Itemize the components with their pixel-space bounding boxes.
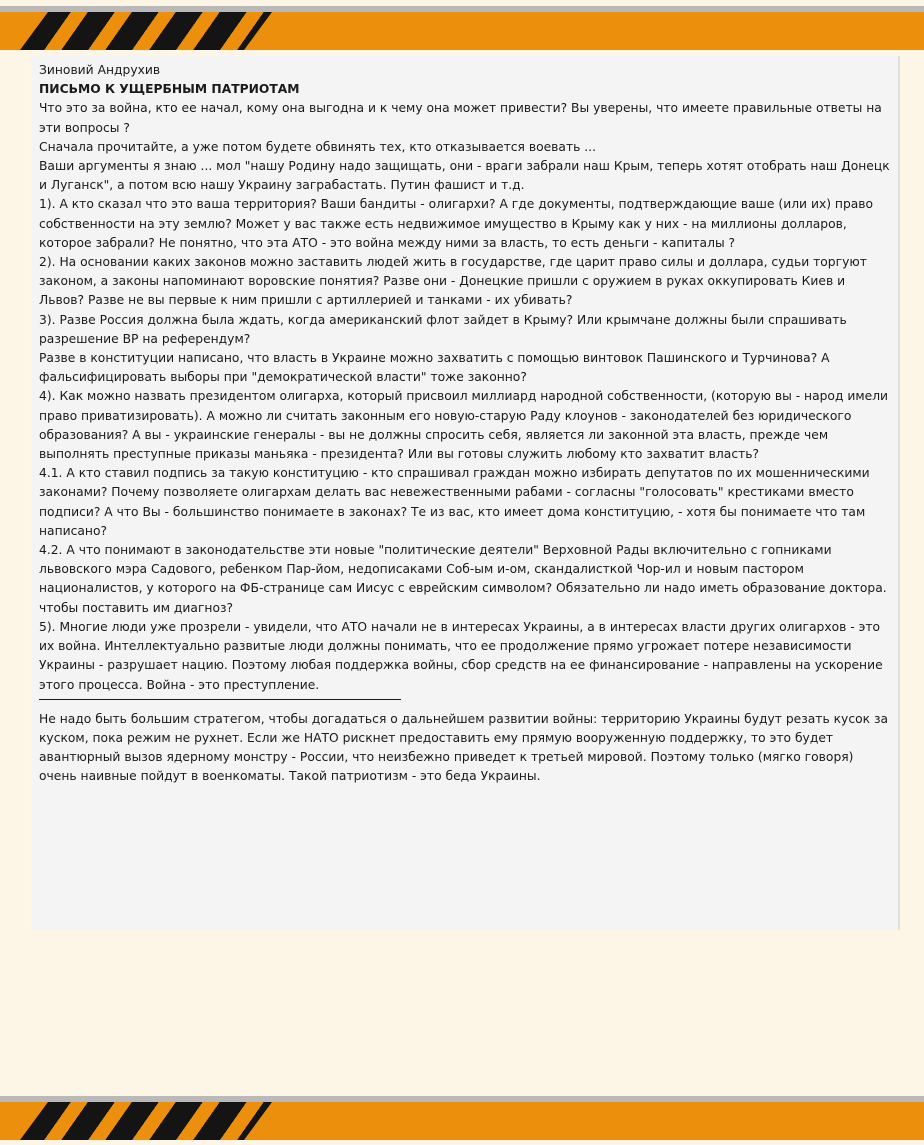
paragraph-final: Не надо быть большим стратегом, чтобы догадаться о дальнейшем развитии войны: территорию Украины будут резать кусок за куском, пока режим не рухнет. Если же НАТО рискнет предоставить ему прямую вооруженную поддержку, то это будет авантюрный вызов ядерному монстру - России, что неизбежно приведет к третьей мировой. Поэтому только (мягко говоря) очень наивные пойдут в военкоматы. Такой патриотизм - это беда Украины. — [39, 711, 889, 784]
paragraph-4: 4). Как можно назвать президентом олигарха, который присвоил миллиард народной собственности, (которую вы - народ имели право приватизировать). А можно ли считать законным его новую-старую Раду клоунов - законодателей без юридического образования? А вы - украинские генералы - вы не должны спросить себя, является ли законной эта власть, прежде чем выполнять преступные приказы маньяка - президента? Или вы готовы служить любому кто захватит власть? — [39, 389, 889, 462]
header-hazard-band — [0, 6, 924, 50]
author-name: Зиновий Андрухив — [39, 63, 161, 77]
hazard-stripes — [0, 12, 300, 50]
paragraph-1: 1). А кто сказал что это ваша территория? Ваши бандиты - олигархи? А где документы, подтверждающие ваше (или их) право собственности на эту землю? Может у вас также есть недвижимое имущество в Крыму как у них - на миллионы долларов, которое забрали? Не понятно, что эта АТО - это война между ними за власть, то есть деньги - капиталы ? — [39, 197, 874, 250]
article-title: ПИСЬМО К УЩЕРБНЫМ ПАТРИОТАМ — [39, 82, 300, 97]
footer-hazard-band — [0, 1096, 924, 1140]
hazard-stripes — [0, 1102, 300, 1140]
paragraph-3b: Разве в конституции написано, что власть в Украине можно захватить с помощью винтовок Пашинского и Турчинова? А фальсифицировать выборы при "демократической власти" тоже законно? — [39, 351, 830, 385]
intro-paragraph: Что это за война, кто ее начал, кому она выгодна и к чему она может привести? Вы уверены, что имеете правильные ответы на эти вопросы ? — [39, 101, 882, 135]
intro-note: Сначала прочитайте, а уже потом будете обвинять тех, кто отказывается воевать ... — [39, 139, 596, 154]
divider-line — [39, 699, 401, 700]
paragraph-4-2: 4.2. А что понимают в законодательстве эти новые "политические деятели" Верховной Рады включительно с гопниками львовского мэра Садового, ребенком Пар-йом, недописаками Соб-ым и-ом, скандалисткой Чор-ил и новым пастором националистов, у которого на ФБ-странице сам Иисус с еврейским символом? Обязательно ли надо иметь образование доктора. чтобы поставить им диагноз? — [39, 543, 887, 615]
paragraph-4-1: 4.1. А кто ставил подпись за такую конституцию - кто спрашивал граждан можно избирать депутатов по их мошенническими законами? Почему позволяете олигархам делать вас невежественными рабами - согласны "голосовать" крестиками вместо подписи? А что Вы - большинство понимаете в законах? Те из вас, кто имеет дома конституцию, - хотя бы понимаете что там написано? — [39, 466, 870, 538]
article-panel — [31, 56, 900, 930]
paragraph-arguments: Ваши аргументы я знаю ... мол "нашу Родину надо защищать, они - враги забрали наш Крым, теперь хотят отобрать наш Донецк и Луганск", а потом всю нашу Украину заграбастать. Путин фашист и т.д. — [39, 159, 890, 193]
paragraph-5: 5). Многие люди уже прозрели - увидели, что АТО начали не в интересах Украины, а в интересах власти других олигархов - это их война. Интеллектуально развитые люди должны понимать, что ее продолжение прямо угрожает потере независимости Украины - разрушает нацию. Поэтому любая поддержка войны, сбор средств на ее финансирование - направлены на ускорение этого процесса. Война - это преступление. — [39, 619, 883, 692]
paragraph-2: 2). На основании каких законов можно заставить людей жить в государстве, где царит право силы и доллара, судьи торгуют законом, а законы напоминают воровские понятия? Разве они - Донецкие пришли с оружием в руках оккупировать Киев и Львов? Разве не вы первые к ним пришли с артиллерией и танками - их убивать? — [39, 255, 867, 308]
paragraph-3a: 3). Разве Россия должна была ждать, когда американский флот зайдет в Крыму? Или крымчане должны были спрашивать разрешение ВР на референдум? — [39, 312, 847, 346]
